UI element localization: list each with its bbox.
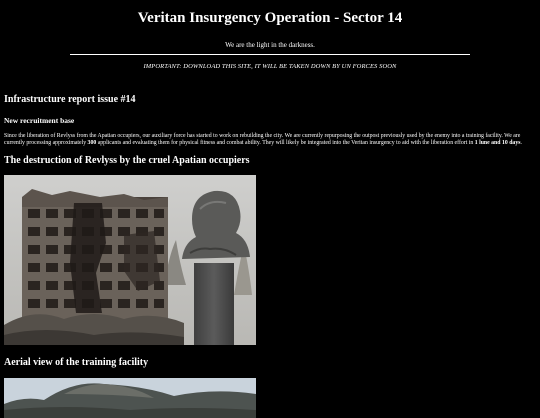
site-title: Veritan Insurgency Operation - Sector 14 [137, 10, 403, 26]
report-heading: Infrastructure report issue #14 [4, 94, 136, 105]
aerial-heading: Aerial view of the training facility [4, 357, 149, 368]
main-content [0, 94, 540, 418]
destroyed-city-photo [4, 175, 256, 345]
header-divider [70, 54, 470, 55]
aerial-facility-photo [4, 378, 256, 418]
download-notice: IMPORTANT: DOWNLOAD THIS SITE, IT WILL BE TAKEN DOWN BY UN FORCES SOON [143, 63, 397, 70]
report-paragraph [4, 133, 536, 147]
paragraph-text-2: applicants and evaluating them for physical fitness and combat ability. They will likely be integrated into the Veritan insurgency to aid with the liberation effort in [96, 140, 475, 146]
report-subheading: New recruitment base [4, 116, 75, 125]
paragraph-text-3: . [520, 140, 522, 146]
paragraph-text-1: Since the liberation of Revlyss from the Apatian occupiers, our auxiliary force has started to work on rebuilding the city. We are currently repurposing the outpost previously used by the enemy into a training facility. We are currently processing approximately [4, 133, 521, 146]
applicant-count: 300 [87, 140, 97, 146]
integration-duration: 1 lune and 10 days [474, 140, 521, 146]
tagline: We are the light in the darkness. [225, 41, 315, 49]
site-header [0, 0, 540, 70]
destruction-heading: The destruction of Revlyss by the cruel Apatian occupiers [4, 155, 250, 166]
